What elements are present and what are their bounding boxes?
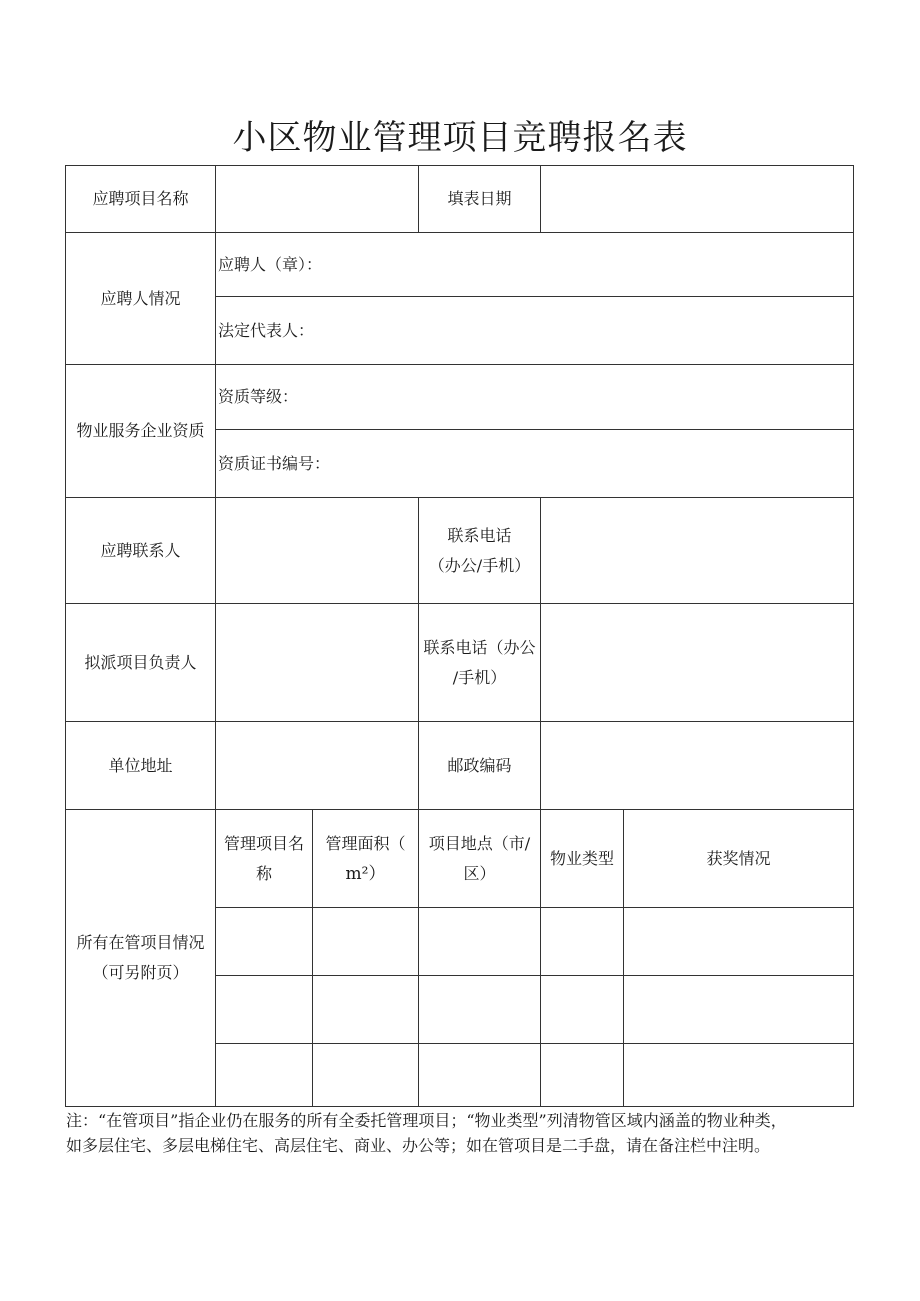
- col-header-area-line2: m²）: [345, 863, 386, 884]
- project-row-cell[interactable]: [541, 908, 624, 976]
- qualification-level-field[interactable]: 资质等级：: [216, 365, 854, 430]
- contact-phone-label-line1: 联系电话: [447, 525, 512, 545]
- postcode-label: 邮政编码: [419, 722, 541, 810]
- manager-phone-field[interactable]: [541, 604, 854, 722]
- col-header-project-name-line2: 称: [255, 863, 272, 883]
- qualification-section-label: 物业服务企业资质: [66, 365, 216, 498]
- col-header-project-name: [216, 810, 313, 908]
- contact-person-field[interactable]: [216, 498, 419, 604]
- col-header-location: [419, 810, 541, 908]
- footnote-line1: 注：“在管项目”指企业仍在服务的所有全委托管理项目；“物业类型”列清物管区域内涵盖的物业种类，: [66, 1111, 787, 1130]
- footnote: [66, 1108, 856, 1158]
- address-field[interactable]: [216, 722, 419, 810]
- project-row-cell[interactable]: [419, 976, 541, 1044]
- project-row-cell[interactable]: [216, 908, 313, 976]
- manager-phone-label: [419, 604, 541, 722]
- footnote-line2: 如多层住宅、多层电梯住宅、高层住宅、商业、办公等；如在管项目是二手盘，请在备注栏中注明。: [66, 1136, 771, 1155]
- projects-section-label-line1: 所有在管项目情况: [76, 933, 205, 952]
- project-row-cell[interactable]: [313, 976, 419, 1044]
- project-row-cell[interactable]: [624, 1044, 854, 1107]
- registration-form-table: [65, 165, 854, 1107]
- project-row-cell[interactable]: [624, 976, 854, 1044]
- row-project-name: [66, 166, 854, 233]
- fill-date-field[interactable]: [541, 166, 854, 233]
- fill-date-label: 填表日期: [419, 166, 541, 233]
- certificate-no-field[interactable]: 资质证书编号：: [216, 430, 854, 498]
- project-row-cell[interactable]: [541, 1044, 624, 1107]
- row-manager: [66, 604, 854, 722]
- manager-phone-label-line2: /手机）: [452, 667, 507, 687]
- postcode-field[interactable]: [541, 722, 854, 810]
- project-row-cell[interactable]: [624, 908, 854, 976]
- page-title: 小区物业管理项目竞聘报名表: [232, 118, 688, 158]
- col-header-location-line1: 项目地点（市/: [428, 833, 531, 853]
- manager-phone-label-line1: 联系电话（办公: [423, 637, 536, 657]
- contact-person-label: 应聘联系人: [66, 498, 216, 604]
- applicant-seal-field[interactable]: 应聘人（章）：: [216, 233, 854, 297]
- row-projects-header: [66, 810, 854, 908]
- manager-label: 拟派项目负责人: [66, 604, 216, 722]
- contact-phone-label-line2: （办公/手机）: [428, 555, 531, 575]
- row-address: [66, 722, 854, 810]
- manager-field[interactable]: [216, 604, 419, 722]
- row-contact-person: [66, 498, 854, 604]
- applicant-section-label: 应聘人情况: [66, 233, 216, 365]
- row-applicant-seal: [66, 233, 854, 297]
- project-row-cell[interactable]: [313, 1044, 419, 1107]
- project-name-field[interactable]: [216, 166, 419, 233]
- project-name-label: 应聘项目名称: [66, 166, 216, 233]
- project-row-cell[interactable]: [419, 1044, 541, 1107]
- col-header-awards: 获奖情况: [624, 810, 854, 908]
- col-header-project-name-line1: 管理项目名: [223, 833, 304, 853]
- contact-phone-field[interactable]: [541, 498, 854, 604]
- col-header-area: [313, 810, 419, 908]
- address-label: 单位地址: [66, 722, 216, 810]
- contact-phone-label: [419, 498, 541, 604]
- project-row-cell[interactable]: [541, 976, 624, 1044]
- project-row-cell[interactable]: [216, 1044, 313, 1107]
- project-row-cell[interactable]: [216, 976, 313, 1044]
- col-header-property-type: 物业类型: [541, 810, 624, 908]
- project-row-cell[interactable]: [419, 908, 541, 976]
- col-header-location-line2: 区）: [463, 863, 496, 883]
- row-qualification-level: [66, 365, 854, 430]
- legal-rep-field[interactable]: 法定代表人：: [216, 297, 854, 365]
- projects-section-label: [66, 810, 216, 1107]
- projects-section-label-line2: （可另附页）: [92, 963, 189, 982]
- project-row-cell[interactable]: [313, 908, 419, 976]
- col-header-area-line1: 管理面积（: [325, 833, 406, 853]
